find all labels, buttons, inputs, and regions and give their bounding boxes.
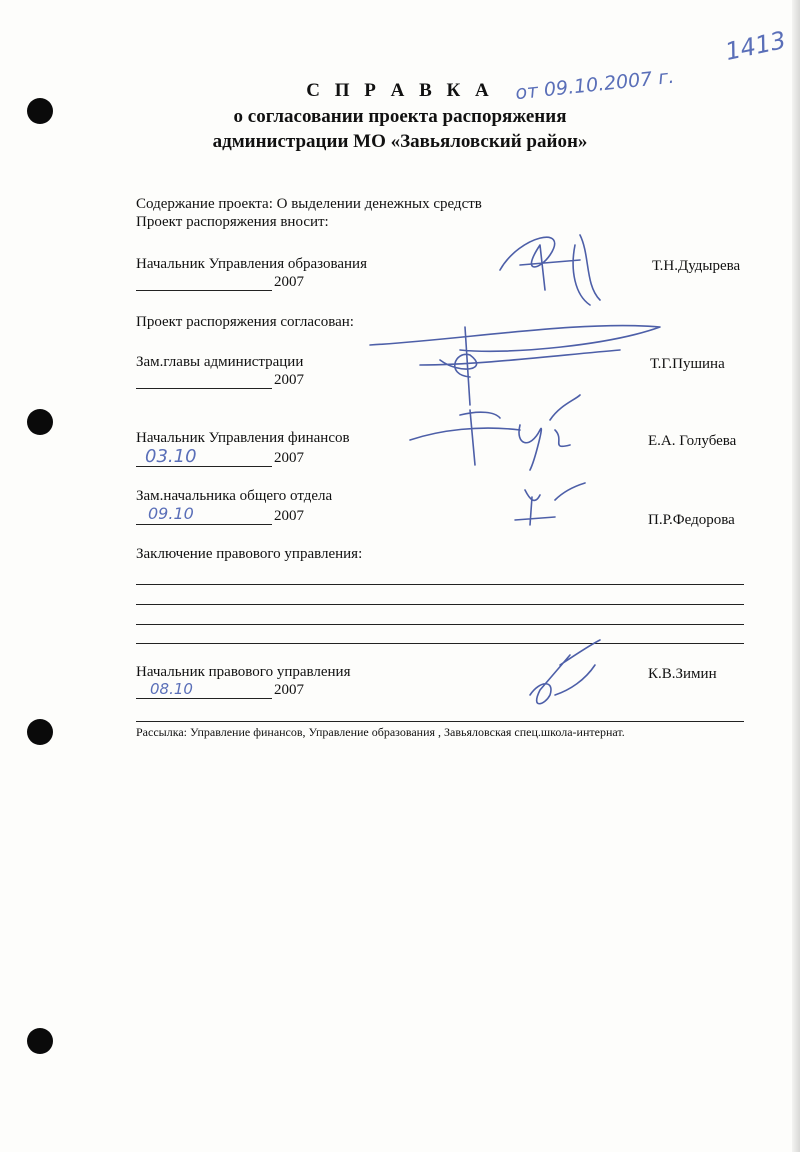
date-blank bbox=[136, 698, 272, 699]
signatory-year: 2007 bbox=[274, 508, 304, 524]
signatory-name: К.В.Зимин bbox=[648, 666, 717, 682]
signatory-name: Т.Г.Пушина bbox=[650, 356, 725, 372]
handwritten-date: 03.10 bbox=[145, 446, 197, 467]
handwritten-date: от 09.10.2007 г. bbox=[514, 65, 676, 105]
date-blank bbox=[136, 524, 272, 525]
conclusion-line bbox=[136, 584, 744, 585]
submitted-by-label: Проект распоряжения вносит: bbox=[136, 214, 329, 230]
signatory-year: 2007 bbox=[274, 274, 304, 290]
signatory-year: 2007 bbox=[274, 682, 304, 698]
signature-fedorova bbox=[500, 475, 600, 535]
signatory-position: Начальник Управления образования bbox=[136, 256, 367, 272]
page-edge-shadow bbox=[792, 0, 800, 1152]
signature-dudyreva bbox=[480, 215, 620, 310]
punch-hole bbox=[27, 719, 53, 745]
signature-zimin bbox=[500, 635, 620, 715]
conclusion-line bbox=[136, 604, 744, 605]
signatory-name: П.Р.Федорова bbox=[648, 512, 735, 528]
signatory-position: Зам.начальника общего отдела bbox=[136, 488, 333, 504]
signatory-year: 2007 bbox=[274, 372, 304, 388]
corner-handwritten-number: 1413 bbox=[722, 25, 789, 67]
distribution-separator bbox=[136, 721, 744, 722]
legal-conclusion-label: Заключение правового управления: bbox=[136, 546, 363, 562]
document-title: С П Р А В К А bbox=[306, 80, 494, 101]
document-subtitle-line2: администрации МО «Завьяловский район» bbox=[212, 131, 588, 152]
punch-hole bbox=[27, 1028, 53, 1054]
date-blank bbox=[136, 388, 272, 389]
handwritten-date: 09.10 bbox=[148, 504, 194, 523]
signatory-position: Зам.главы администрации bbox=[136, 354, 304, 370]
conclusion-line bbox=[136, 624, 744, 625]
signatory-position: Начальник Управления финансов bbox=[136, 430, 350, 446]
signatory-name: Т.Н.Дудырева bbox=[652, 258, 741, 274]
conclusion-line bbox=[136, 643, 744, 644]
document-subtitle-line1: о согласовании проекта распоряжения bbox=[233, 106, 567, 127]
date-blank bbox=[136, 290, 272, 291]
project-subject: Содержание проекта: О выделении денежных средств bbox=[136, 196, 482, 212]
handwritten-date: 08.10 bbox=[150, 680, 193, 698]
signatory-name: Е.А. Голубева bbox=[648, 433, 737, 449]
signature-golubeva bbox=[400, 390, 590, 480]
approved-label: Проект распоряжения согласован: bbox=[136, 314, 354, 330]
signatory-year: 2007 bbox=[274, 450, 304, 466]
punch-hole bbox=[27, 409, 53, 435]
distribution-list: Рассылка: Управление финансов, Управление образования , Завьяловская спец.школа-интернат. bbox=[136, 725, 625, 739]
signatory-position: Начальник правового управления bbox=[136, 664, 351, 680]
